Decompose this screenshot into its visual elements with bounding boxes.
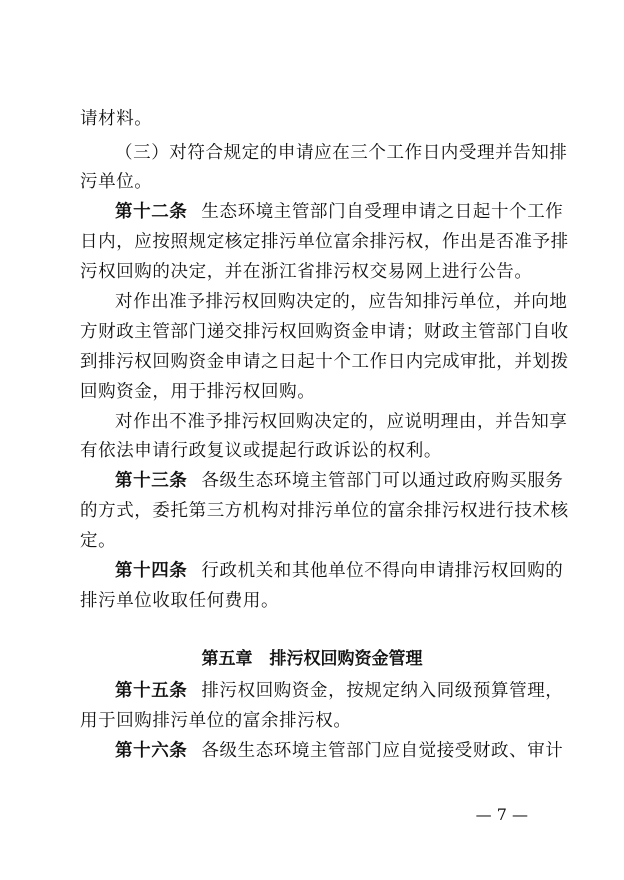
body-line: 对作出不准予排污权回购决定的，应说明理由，并告知享 bbox=[115, 412, 568, 432]
body-line: （三）对符合规定的申请应在三个工作日内受理并告知排 bbox=[115, 143, 568, 163]
article-label: 第十三条 bbox=[115, 471, 188, 491]
article-13-line bbox=[115, 466, 564, 496]
article-text: 行政机关和其他单位不得向申请排污权回购的 bbox=[201, 561, 564, 581]
body-line: 排污单位收取任何费用。 bbox=[80, 591, 280, 611]
body-line: 污单位。 bbox=[80, 172, 153, 192]
article-text: 排污权回购资金，按规定纳入同级预算管理， bbox=[201, 681, 564, 701]
page-number: — 7 — bbox=[475, 805, 528, 824]
body-line: 日内，应按照规定核定排污单位富余排污权，作出是否准予排 bbox=[80, 232, 569, 252]
article-label: 第十二条 bbox=[115, 202, 188, 222]
body-line: 到排污权回购资金申请之日起十个工作日内完成审批，并划拨 bbox=[80, 352, 569, 372]
body-line: 的方式，委托第三方机构对排污单位的富余排污权进行技术核 bbox=[80, 501, 569, 521]
body-line: 对作出准予排污权回购决定的，应告知排污单位，并向地 bbox=[115, 292, 568, 312]
article-16-line bbox=[115, 736, 564, 766]
body-line: 定。 bbox=[80, 531, 117, 551]
article-14-line bbox=[115, 556, 564, 586]
article-12-line bbox=[115, 197, 564, 227]
chapter-title: 第五章 排污权回购资金管理 bbox=[201, 649, 423, 669]
article-label: 第十四条 bbox=[115, 561, 188, 581]
article-15-line bbox=[115, 676, 564, 706]
article-text: 各级生态环境主管部门应自觉接受财政、审计 bbox=[201, 741, 564, 761]
article-label: 第十六条 bbox=[115, 741, 188, 761]
body-line: 用于回购排污单位的富余排污权。 bbox=[80, 711, 352, 731]
body-line: 方财政主管部门递交排污权回购资金申请；财政主管部门自收 bbox=[80, 322, 569, 342]
body-line: 污权回购的决定，并在浙江省排污权交易网上进行公告。 bbox=[80, 262, 533, 282]
article-label: 第十五条 bbox=[115, 681, 188, 701]
body-line: 回购资金，用于排污权回购。 bbox=[80, 382, 316, 402]
article-text: 生态环境主管部门自受理申请之日起十个工作 bbox=[201, 202, 564, 222]
body-line: 请材料。 bbox=[80, 109, 153, 129]
body-line: 有依法申请行政复议或提起行政诉讼的权利。 bbox=[80, 441, 442, 461]
article-text: 各级生态环境主管部门可以通过政府购买服务 bbox=[201, 471, 564, 491]
